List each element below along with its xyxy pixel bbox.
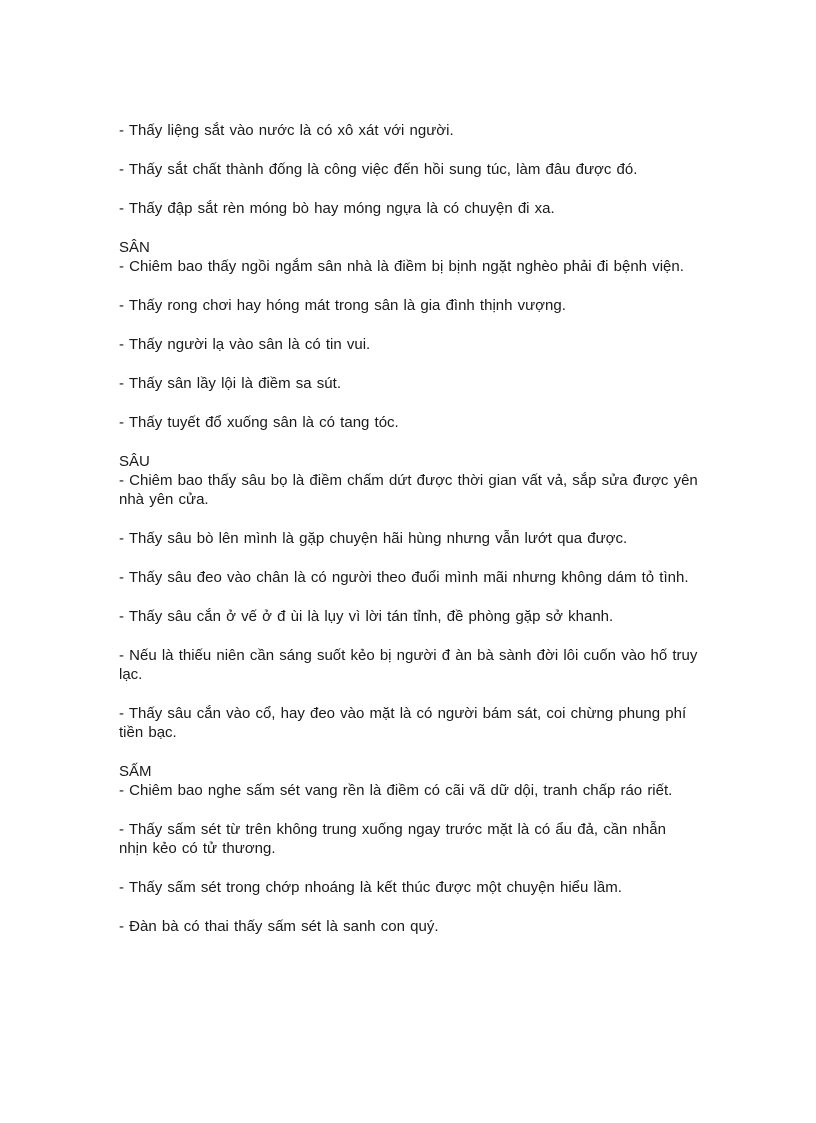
entry-paragraph: - Thấy sâu đeo vào chân là có người theo đuổi mình mãi nhưng không dám tỏ tình. bbox=[119, 569, 689, 586]
intro-paragraph: - Thấy đập sắt rèn móng bò hay móng ngựa là có chuyện đi xa. bbox=[119, 200, 555, 217]
document-body bbox=[119, 121, 699, 956]
section-heading: SẤM bbox=[119, 763, 152, 780]
section-sam bbox=[119, 762, 699, 936]
entry-paragraph: - Đàn bà có thai thấy sấm sét là sanh con quý. bbox=[119, 918, 439, 935]
intro-paragraph: - Thấy liệng sắt vào nước là có xô xát với người. bbox=[119, 122, 454, 139]
entry-paragraph: - Thấy sâu cắn ở vế ở đ ùi là lụy vì lời tán tỉnh, đề phòng gặp sở khanh. bbox=[119, 608, 614, 625]
entry-paragraph: - Chiêm bao thấy sâu bọ là điềm chấm dứt được thời gian vất vả, sắp sửa được yên nhà yên cửa. bbox=[119, 472, 698, 508]
section-heading: SÂN bbox=[119, 239, 150, 256]
entry-paragraph: - Chiêm bao thấy ngồi ngắm sân nhà là điềm bị bịnh ngặt nghèo phải đi bệnh viện. bbox=[119, 258, 684, 275]
entry-paragraph: - Thấy rong chơi hay hóng mát trong sân là gia đình thịnh vượng. bbox=[119, 297, 566, 314]
entry-paragraph: - Thấy sâu cắn vào cổ, hay đeo vào mặt là có người bám sát, coi chừng phung phí tiền bạc. bbox=[119, 705, 687, 741]
section-san bbox=[119, 238, 699, 432]
entry-paragraph: - Thấy sấm sét từ trên không trung xuống ngay trước mặt là có ẩu đả, cần nhẫn nhịn kẻo có tử thương. bbox=[119, 821, 666, 857]
entry-paragraph: - Thấy sâu bò lên mình là gặp chuyện hãi hùng nhưng vẫn lướt qua được. bbox=[119, 530, 628, 547]
entry-paragraph: - Thấy tuyết đổ xuống sân là có tang tóc. bbox=[119, 414, 399, 431]
section-sau bbox=[119, 452, 699, 742]
entry-paragraph: - Thấy người lạ vào sân là có tin vui. bbox=[119, 336, 371, 353]
entry-paragraph: - Thấy sấm sét trong chớp nhoáng là kết thúc được một chuyện hiểu lầm. bbox=[119, 879, 622, 896]
section-heading: SÂU bbox=[119, 453, 150, 470]
entry-paragraph: - Nếu là thiếu niên cần sáng suốt kẻo bị người đ àn bà sành đời lôi cuốn vào hố truy lạc. bbox=[119, 647, 698, 683]
entry-paragraph: - Chiêm bao nghe sấm sét vang rền là điềm có cãi vã dữ dội, tranh chấp ráo riết. bbox=[119, 782, 673, 799]
intro-paragraph: - Thấy sắt chất thành đống là công việc đến hồi sung túc, làm đâu được đó. bbox=[119, 161, 638, 178]
entry-paragraph: - Thấy sân lầy lội là điềm sa sút. bbox=[119, 375, 341, 392]
